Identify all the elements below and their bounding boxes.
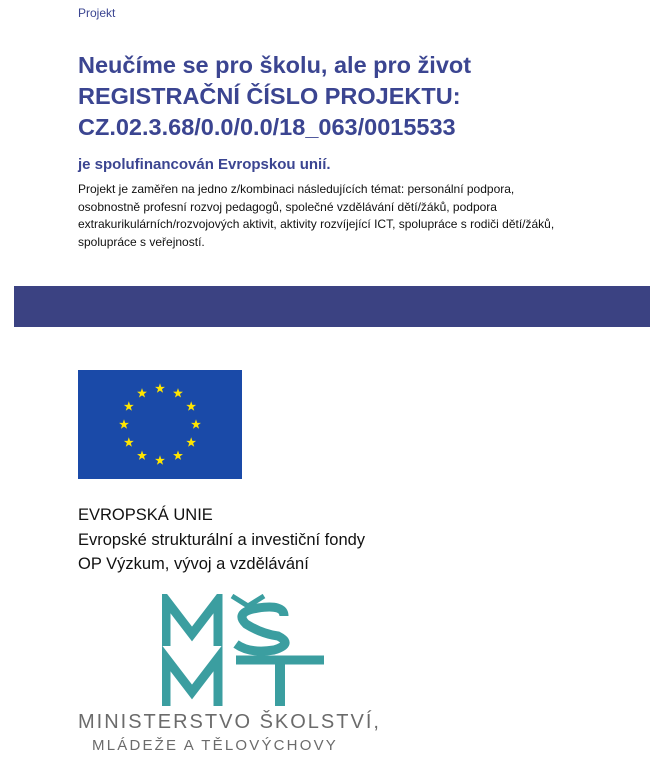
- project-title: [78, 50, 471, 143]
- eu-name: EVROPSKÁ UNIE: [78, 506, 213, 524]
- registration-heading: REGISTRAČNÍ ČÍSLO PROJEKTU:: [78, 83, 461, 109]
- registration-number: CZ.02.3.68/0.0/0.0/18_063/0015533: [78, 114, 456, 140]
- eu-funds: Evropské strukturální a investiční fondy: [78, 530, 366, 549]
- project-description: Projekt je zaměřen na jedno z/kombinaci následujících témat: personální podpora, osobnostně profesní rozvoj pedagogů, společné vzdělávání dětí/žáků, podpora extrakurikulárních/rozvojových aktivit, aktivity rozvíjející ICT, spolupráce s rodiči dětí/žáků, spolupráce s veřejností.: [78, 182, 555, 249]
- eu-logo-text: [78, 503, 365, 577]
- msmt-logo-icon: [162, 594, 328, 710]
- eu-programme: OP Výzkum, vývoj a vzdělávání: [78, 555, 309, 573]
- ministry-name-line1: MINISTERSTVO ŠKOLSTVÍ,: [78, 711, 381, 733]
- section-label: Projekt: [78, 6, 116, 20]
- divider-band: [14, 286, 650, 327]
- cofinanced-note: je spolufinancován Evropskou unií.: [78, 156, 331, 173]
- ministry-name-line2: MLÁDEŽE A TĚLOVÝCHOVY: [92, 737, 338, 754]
- eu-flag-icon: [78, 370, 242, 479]
- project-name: Neučíme se pro školu, ale pro život: [78, 52, 472, 78]
